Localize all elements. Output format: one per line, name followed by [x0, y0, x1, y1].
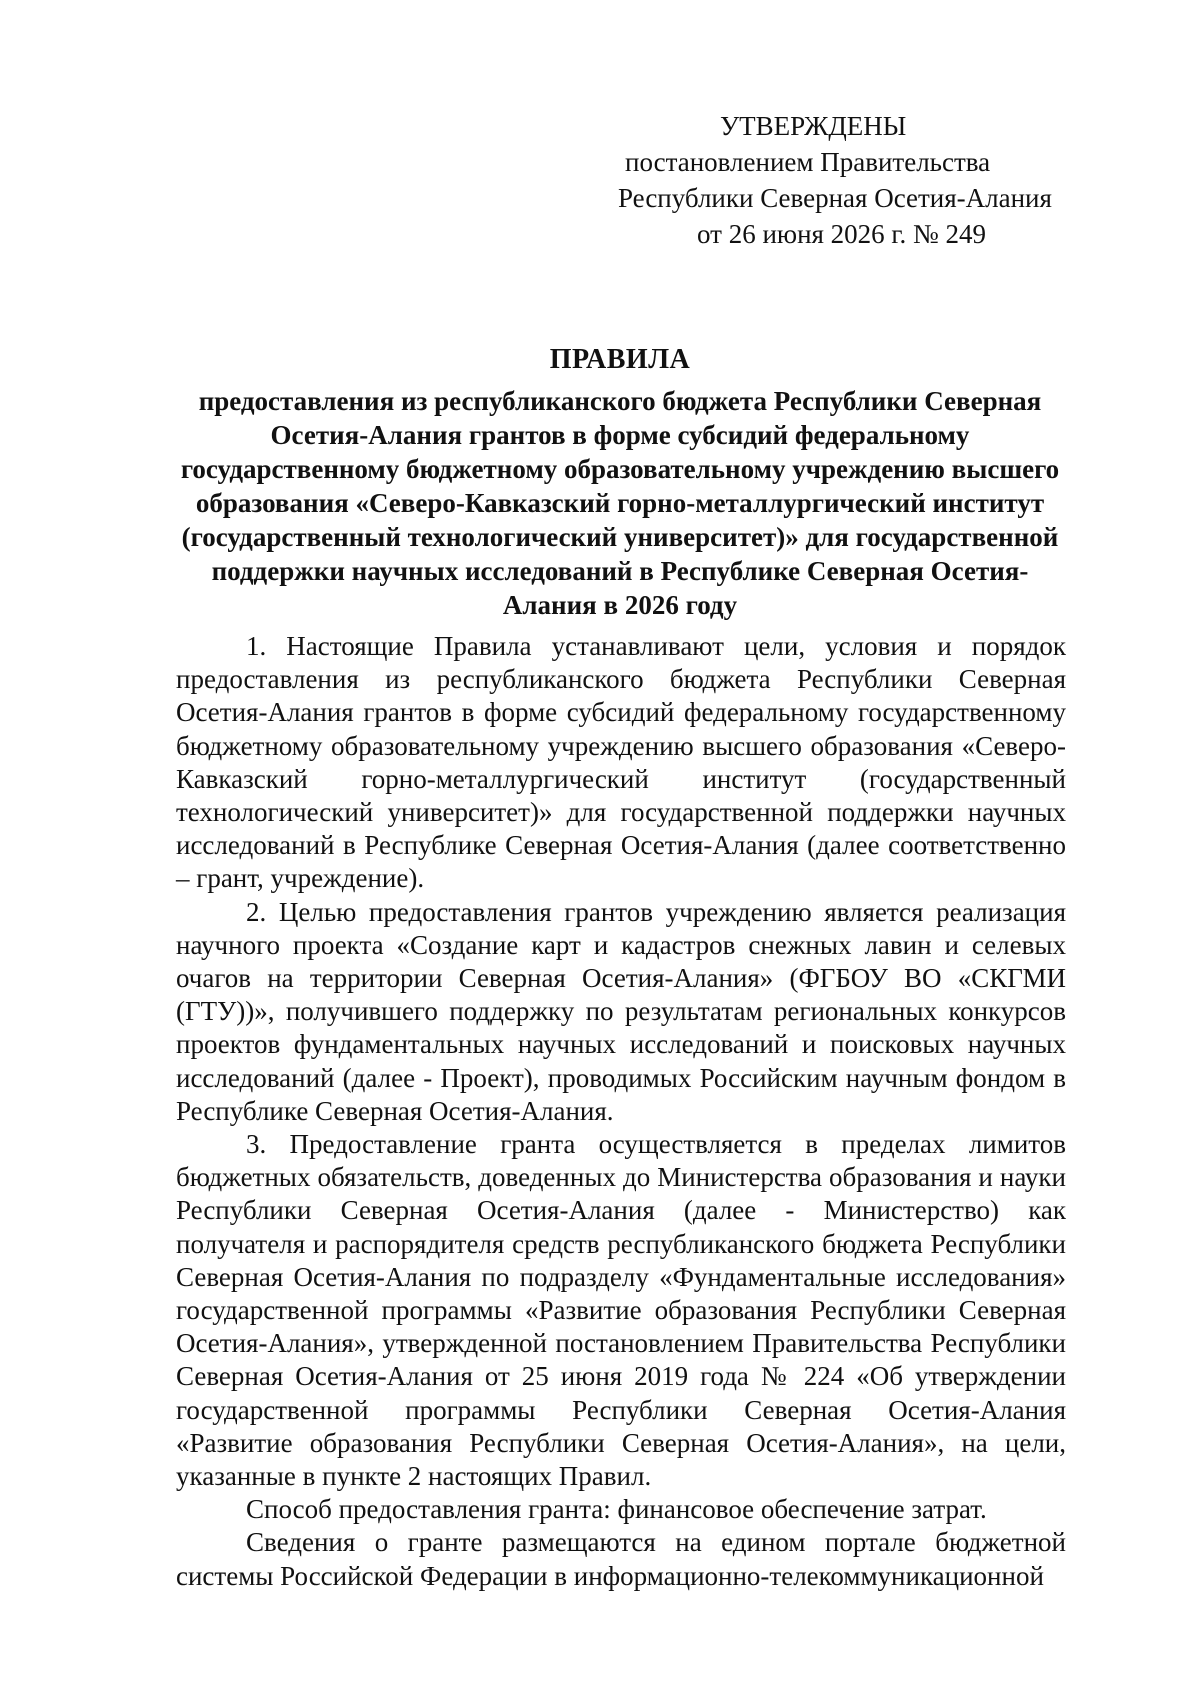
title-subtitle: предоставления из республиканского бюджета Республики Северная Осетия-Алания грантов в форме субсидий федеральному государственному бюджетному образовательному учреждению высшего образования «Северо-Кавказский горно-металлургический институт (государственный технологический университет)» для государственной поддержки научных исследований в Республике Северная Осетия-Алания в 2026 году [180, 386, 1060, 620]
paragraph: 1. Настоящие Правила устанавливают цели, условия и порядок предоставления из республиканского бюджета Республики Северная Осетия-Алания грантов в форме субсидий федеральному государственному бюджетному образовательному учреждению высшего образования «Северо-Кавказский горно-металлургический институт (государственный технологический университет)» для государственной поддержки научных исследований в Республике Северная Осетия-Алания (далее соответственно – грант, учреждение). [176, 631, 1066, 894]
paragraph: 3. Предоставление гранта осуществляется в пределах лимитов бюджетных обязательств, доведенных до Министерства образования и науки Республики Северная Осетия-Алания (далее - Министерство) как получателя и распорядителя средств республиканского бюджета Республики Северная Осетия-Алания по подразделу «Фундаментальные исследования» государственной программы «Развитие образования Республики Северная Осетия-Алания», утвержденной постановлением Правительства Республики Северная Осетия-Алания от 25 июня 2019 года № 224 «Об утверждении государственной программы Республики Северная Осетия-Алания «Развитие образования Республики Северная Осетия-Алания», на цели, указанные в пункте 2 настоящих Правил. [176, 1129, 1066, 1492]
approval-date-number: от 26 июня 2026 г. № 249 [697, 219, 986, 249]
paragraph: 2. Целью предоставления грантов учреждению является реализация научного проекта «Создание карт и кадастров снежных лавин и селевых очагов на территории Северная Осетия-Алания» (ФГБОУ ВО «СКГМИ (ГТУ))», получившего поддержку по результатам региональных конкурсов проектов фундаментальных научных исследований и поисковых научных исследований (далее - Проект), проводимых Российским научным фондом в Республике Северная Осетия-Алания. [176, 896, 1066, 1126]
document-body [176, 630, 1066, 1593]
document-title [170, 340, 1070, 622]
paragraph: Способ предоставления гранта: финансовое обеспечение затрат. [246, 1494, 987, 1525]
title-heading: ПРАВИЛА [549, 344, 691, 375]
approval-line: Республики Северная Осетия-Алания [618, 183, 1052, 213]
approval-stamp [600, 108, 1140, 252]
approval-line: постановлением Правительства [625, 147, 991, 177]
paragraph: Сведения о гранте размещаются на едином портале бюджетной системы Российской Федерации в информационно-телекоммуникационной [176, 1527, 1066, 1591]
approval-heading: УТВЕРЖДЕНЫ [720, 111, 907, 141]
